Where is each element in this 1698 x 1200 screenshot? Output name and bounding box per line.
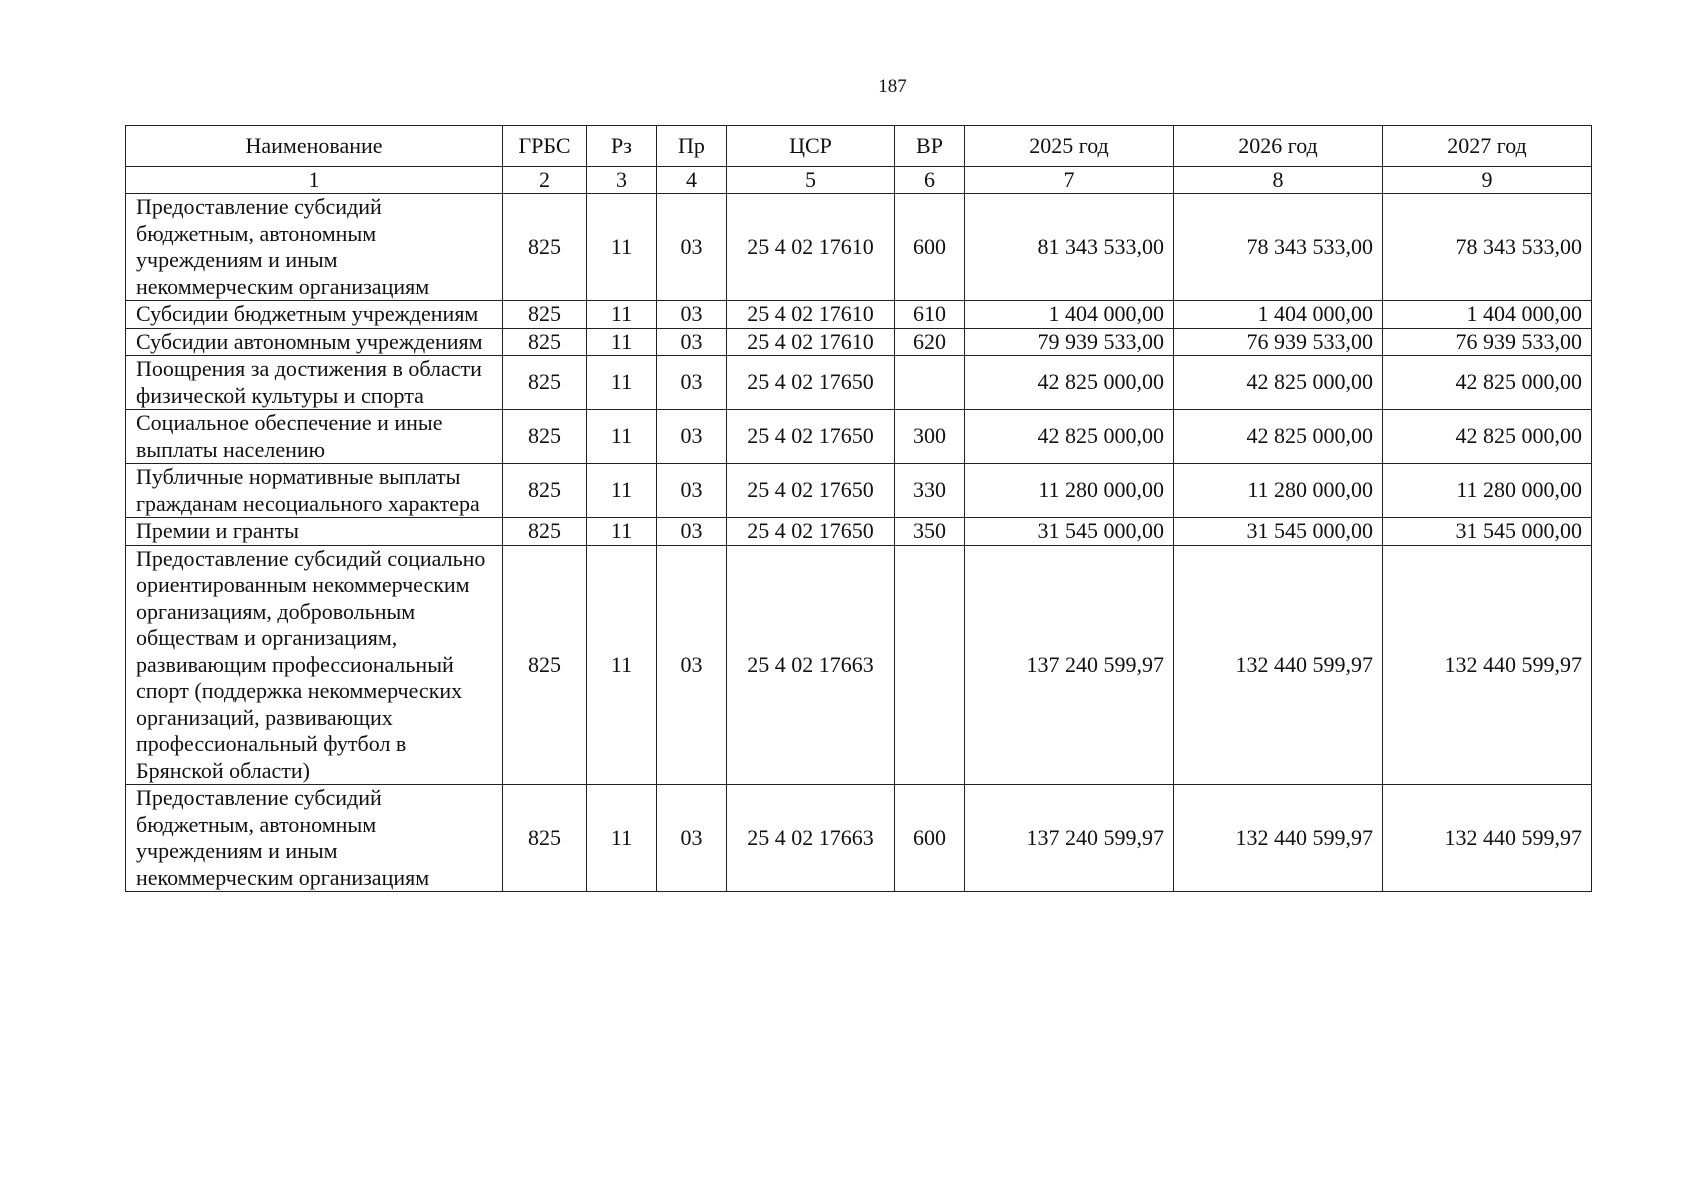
header-cell-csr: ЦСР (727, 126, 895, 167)
row-amount-2026: 11 280 000,00 (1174, 464, 1383, 518)
row-name: Социальное обеспечение и иные выплаты населению (126, 410, 503, 464)
row-name: Субсидии автономным учреждениям (126, 328, 503, 356)
row-csr: 25 4 02 17610 (727, 194, 895, 301)
row-amount-2025: 1 404 000,00 (965, 301, 1174, 329)
row-pr: 03 (657, 301, 727, 329)
column-number: 2 (503, 167, 587, 194)
row-grbs: 825 (503, 194, 587, 301)
row-amount-2027: 76 939 533,00 (1383, 328, 1592, 356)
page-number: 187 (878, 76, 907, 97)
row-grbs: 825 (503, 356, 587, 410)
row-amount-2025: 11 280 000,00 (965, 464, 1174, 518)
row-amount-2025: 42 825 000,00 (965, 356, 1174, 410)
row-csr: 25 4 02 17663 (727, 785, 895, 892)
row-amount-2025: 31 545 000,00 (965, 518, 1174, 546)
header-cell-pr: Пр (657, 126, 727, 167)
row-grbs: 825 (503, 301, 587, 329)
row-amount-2027: 78 343 533,00 (1383, 194, 1592, 301)
row-vr: 350 (895, 518, 965, 546)
row-pr: 03 (657, 545, 727, 785)
header-row (126, 126, 1592, 167)
row-pr: 03 (657, 785, 727, 892)
row-vr (895, 356, 965, 410)
column-number-row (126, 167, 1592, 194)
header-cell-name: Наименование (126, 126, 503, 167)
row-grbs: 825 (503, 328, 587, 356)
row-amount-2027: 132 440 599,97 (1383, 545, 1592, 785)
row-rz: 11 (587, 545, 657, 785)
table-row (126, 410, 1592, 464)
row-vr: 610 (895, 301, 965, 329)
row-rz: 11 (587, 301, 657, 329)
row-pr: 03 (657, 194, 727, 301)
row-pr: 03 (657, 410, 727, 464)
table-row (126, 328, 1592, 356)
row-rz: 11 (587, 410, 657, 464)
row-rz: 11 (587, 356, 657, 410)
row-amount-2026: 31 545 000,00 (1174, 518, 1383, 546)
row-vr (895, 545, 965, 785)
row-csr: 25 4 02 17610 (727, 301, 895, 329)
row-csr: 25 4 02 17650 (727, 518, 895, 546)
column-number: 1 (126, 167, 503, 194)
row-amount-2025: 81 343 533,00 (965, 194, 1174, 301)
row-name: Предоставление субсидий бюджетным, автономным учреждениям и иным некоммерческим организациям (126, 194, 503, 301)
row-amount-2026: 132 440 599,97 (1174, 545, 1383, 785)
header-cell-2025: 2025 год (965, 126, 1174, 167)
row-csr: 25 4 02 17663 (727, 545, 895, 785)
column-number: 9 (1383, 167, 1592, 194)
row-amount-2026: 78 343 533,00 (1174, 194, 1383, 301)
row-vr: 330 (895, 464, 965, 518)
header-cell-rz: Рз (587, 126, 657, 167)
column-number: 4 (657, 167, 727, 194)
table-row (126, 518, 1592, 546)
budget-table (125, 125, 1592, 892)
header-cell-2026: 2026 год (1174, 126, 1383, 167)
column-number: 8 (1174, 167, 1383, 194)
row-amount-2027: 42 825 000,00 (1383, 410, 1592, 464)
header-cell-grbs: ГРБС (503, 126, 587, 167)
row-rz: 11 (587, 194, 657, 301)
row-grbs: 825 (503, 464, 587, 518)
row-pr: 03 (657, 518, 727, 546)
row-csr: 25 4 02 17650 (727, 410, 895, 464)
row-amount-2025: 79 939 533,00 (965, 328, 1174, 356)
row-amount-2025: 137 240 599,97 (965, 785, 1174, 892)
column-number: 6 (895, 167, 965, 194)
row-name: Публичные нормативные выплаты гражданам несоциального характера (126, 464, 503, 518)
row-rz: 11 (587, 518, 657, 546)
row-amount-2026: 1 404 000,00 (1174, 301, 1383, 329)
column-number: 7 (965, 167, 1174, 194)
row-vr: 300 (895, 410, 965, 464)
row-vr: 600 (895, 194, 965, 301)
row-rz: 11 (587, 464, 657, 518)
row-grbs: 825 (503, 545, 587, 785)
row-amount-2027: 132 440 599,97 (1383, 785, 1592, 892)
row-amount-2027: 11 280 000,00 (1383, 464, 1592, 518)
row-name: Субсидии бюджетным учреждениям (126, 301, 503, 329)
row-vr: 620 (895, 328, 965, 356)
row-pr: 03 (657, 464, 727, 518)
row-amount-2026: 76 939 533,00 (1174, 328, 1383, 356)
table-row (126, 545, 1592, 785)
row-amount-2026: 42 825 000,00 (1174, 356, 1383, 410)
row-amount-2026: 42 825 000,00 (1174, 410, 1383, 464)
row-pr: 03 (657, 356, 727, 410)
row-grbs: 825 (503, 410, 587, 464)
row-vr: 600 (895, 785, 965, 892)
table-row (126, 464, 1592, 518)
row-amount-2025: 137 240 599,97 (965, 545, 1174, 785)
column-number: 5 (727, 167, 895, 194)
row-rz: 11 (587, 785, 657, 892)
table-row (126, 194, 1592, 301)
column-number: 3 (587, 167, 657, 194)
row-amount-2027: 31 545 000,00 (1383, 518, 1592, 546)
row-csr: 25 4 02 17650 (727, 464, 895, 518)
row-pr: 03 (657, 328, 727, 356)
table-row (126, 785, 1592, 892)
row-grbs: 825 (503, 785, 587, 892)
row-csr: 25 4 02 17650 (727, 356, 895, 410)
row-rz: 11 (587, 328, 657, 356)
row-grbs: 825 (503, 518, 587, 546)
row-amount-2025: 42 825 000,00 (965, 410, 1174, 464)
row-amount-2027: 42 825 000,00 (1383, 356, 1592, 410)
table-row (126, 356, 1592, 410)
header-cell-2027: 2027 год (1383, 126, 1592, 167)
row-name: Предоставление субсидий бюджетным, автономным учреждениям и иным некоммерческим организациям (126, 785, 503, 892)
row-name: Премии и гранты (126, 518, 503, 546)
header-cell-vr: ВР (895, 126, 965, 167)
row-csr: 25 4 02 17610 (727, 328, 895, 356)
row-name: Поощрения за достижения в области физической культуры и спорта (126, 356, 503, 410)
row-amount-2026: 132 440 599,97 (1174, 785, 1383, 892)
row-name: Предоставление субсидий социально ориентированным некоммерческим организациям, добровольным обществам и организациям, развивающим профессиональный спорт (поддержка некоммерческих организаций, развивающих профессиональный футбол в Брянской области) (126, 545, 503, 785)
table-row (126, 301, 1592, 329)
row-amount-2027: 1 404 000,00 (1383, 301, 1592, 329)
